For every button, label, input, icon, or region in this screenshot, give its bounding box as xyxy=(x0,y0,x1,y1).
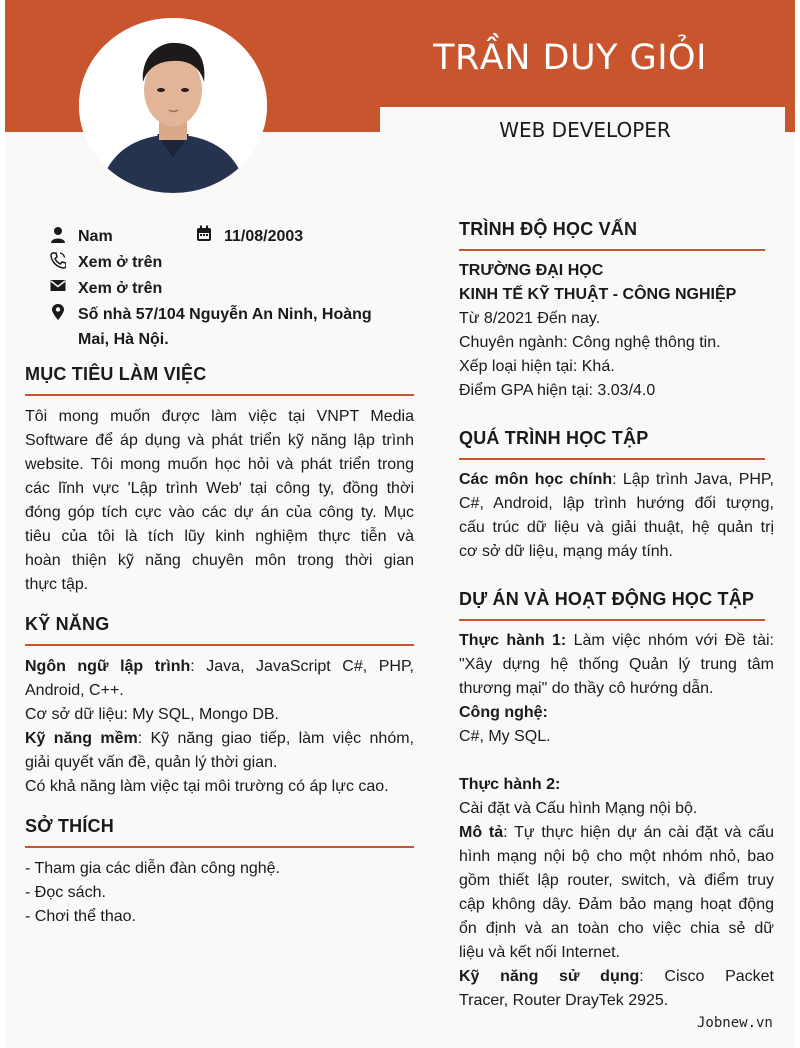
email-info xyxy=(50,276,250,301)
project-2-desc-line-3: gồm thiết lập router, switch, và điểm truy xyxy=(459,872,774,889)
project-2-desc-line-6: liệu và kết nối Internet. xyxy=(459,944,620,961)
education-major: Chuyên ngành: Công nghệ thông tin. xyxy=(459,334,721,351)
objective-line: tiêu của tôi là tích lũy kinh nghiệm thực tiễn và xyxy=(25,528,414,545)
skills-soft-value: : Kỹ năng giao tiếp, làm việc nhóm, xyxy=(137,730,414,747)
education-title: TRÌNH ĐỘ HỌC VẤN xyxy=(459,219,765,251)
calendar-icon xyxy=(196,225,212,243)
address-value xyxy=(78,302,372,352)
address-info xyxy=(50,302,420,352)
objective-title: MỤC TIÊU LÀM VIỆC xyxy=(25,364,414,396)
project-1-value: Làm việc nhóm với Đề tài: xyxy=(566,632,774,649)
gender-info xyxy=(50,224,190,249)
hobbies-list xyxy=(25,857,414,929)
person-icon xyxy=(50,226,66,244)
birthday-value: 11/08/2003 xyxy=(224,228,304,245)
study-title: QUÁ TRÌNH HỌC TẬP xyxy=(459,428,765,460)
study-label: Các môn học chính xyxy=(459,471,613,488)
project-2-name: Cài đặt và Cấu hình Mạng nội bộ. xyxy=(459,800,698,817)
projects-text xyxy=(459,629,774,1013)
project-1-label: Thực hành 1: xyxy=(459,632,567,649)
objective-line: website. Tôi mong muốn học hỏi và phát triển trong xyxy=(25,456,414,473)
school-line-1: TRƯỜNG ĐẠI HỌC xyxy=(459,262,604,279)
skills-soft-label: Kỹ năng mềm xyxy=(25,730,138,747)
skills-soft-line-2: giải quyết vấn đề, quản lý thời gian. xyxy=(25,754,278,771)
candidate-role: WEB DEVELOPER xyxy=(499,118,671,142)
study-line-1 xyxy=(459,468,774,492)
objective-line: thực tập. xyxy=(25,576,89,593)
address-line-2: Mai, Hà Nội. xyxy=(78,331,169,348)
project-1-line-1 xyxy=(459,629,774,653)
skills-pressure: Có khả năng làm việc tại môi trường có áp lực cao. xyxy=(25,778,389,795)
avatar xyxy=(79,18,267,193)
education-period: Từ 8/2021 Đến nay. xyxy=(459,310,601,327)
birthday-info xyxy=(196,224,336,249)
project-2-desc-label: Mô tả xyxy=(459,824,504,841)
project-2-desc-line-1 xyxy=(459,821,774,845)
phone-icon xyxy=(50,251,66,269)
objective-line: đóng góp tích cực vào các dự án của công ty. Mục xyxy=(25,504,414,521)
phone-info xyxy=(50,250,250,275)
spacer xyxy=(459,749,774,773)
project-1-tech-label: Công nghệ: xyxy=(459,704,548,721)
skills-text xyxy=(25,655,414,799)
projects-title: DỰ ÁN VÀ HOẠT ĐỘNG HỌC TẬP xyxy=(459,589,765,621)
hobbies-title: SỞ THÍCH xyxy=(25,816,414,848)
education-rank: Xếp loại hiện tại: Khá. xyxy=(459,358,615,375)
project-1-tech: C#, My SQL. xyxy=(459,728,551,745)
watermark: Jobnew.vn xyxy=(697,1015,773,1031)
gender-value: Nam xyxy=(78,228,113,245)
skills-lang-line-1 xyxy=(25,655,414,679)
skills-lang-label: Ngôn ngữ lập trình xyxy=(25,658,191,675)
school-line-2: KINH TẾ KỸ THUẬT - CÔNG NGHIỆP xyxy=(459,286,737,303)
project-2-desc-line-5: ổn định và an toàn cho việc chia sẻ dữ xyxy=(459,920,774,937)
study-text xyxy=(459,468,774,564)
skills-lang-line-2: Android, C++. xyxy=(25,682,124,699)
hobby-item: - Đọc sách. xyxy=(25,884,106,901)
project-2-skill-line-2: Tracer, Router DrayTek 2925. xyxy=(459,992,669,1009)
phone-value: Xem ở trên xyxy=(78,254,163,271)
project-2-skill-label: Kỹ năng sử dụng xyxy=(459,968,640,985)
study-value: : Lập trình Java, PHP, xyxy=(612,471,774,488)
objective-line: các lĩnh vực 'Lập trình Web' tại công ty, đồng thời xyxy=(25,480,414,497)
objective-line: Software để áp dụng và phát triển kỹ năng lập trình xyxy=(25,432,414,449)
skills-lang-value: : Java, JavaScript C#, PHP, xyxy=(190,658,415,675)
project-2-desc-value: : Tự thực hiện dự án cài đặt và cấu xyxy=(503,824,774,841)
project-2-label: Thực hành 2: xyxy=(459,776,561,793)
study-line-4: cơ sở dữ liệu, mạng máy tính. xyxy=(459,543,673,560)
project-2-desc-line-4: cập không dây. Đảm bảo mạng hoạt động xyxy=(459,896,774,913)
project-1-line-2: "Xây dựng hệ thống Quản lý trung tâm xyxy=(459,656,774,673)
skills-title: KỸ NĂNG xyxy=(25,614,414,646)
project-2-desc-line-2: hình mạng nội bộ cho một nhóm nhỏ, bao xyxy=(459,848,774,865)
education-text xyxy=(459,259,779,403)
objective-text xyxy=(25,405,414,597)
objective-line: hoàn thiện kỹ năng chuyên môn trong thời gian xyxy=(25,552,414,569)
address-line-1: Số nhà 57/104 Nguyễn An Ninh, Hoàng xyxy=(78,306,372,323)
location-pin-icon xyxy=(50,303,66,321)
skills-db: Cơ sở dữ liệu: My SQL, Mongo DB. xyxy=(25,706,279,723)
project-1-line-3: thương mại" do thầy cô hướng dẫn. xyxy=(459,680,714,697)
candidate-name: TRẦN DUY GIỎI xyxy=(433,38,707,78)
study-line-2: C#, Android, lập trình hướng đối tượng, xyxy=(459,495,774,512)
project-2-skill-value: : Cisco Packet xyxy=(639,968,774,985)
education-gpa: Điểm GPA hiện tại: 3.03/4.0 xyxy=(459,382,656,399)
hobby-item: - Chơi thể thao. xyxy=(25,908,136,925)
skills-soft-line-1 xyxy=(25,727,414,751)
study-line-3: cấu trúc dữ liệu và giải thuật, hệ quản trị xyxy=(459,519,774,536)
project-2-skill-line-1 xyxy=(459,965,774,989)
hobby-item: - Tham gia các diễn đàn công nghệ. xyxy=(25,860,280,877)
mail-icon xyxy=(50,277,66,295)
objective-line: Tôi mong muốn được làm việc tại VNPT Media xyxy=(25,408,414,425)
email-value: Xem ở trên xyxy=(78,280,163,297)
